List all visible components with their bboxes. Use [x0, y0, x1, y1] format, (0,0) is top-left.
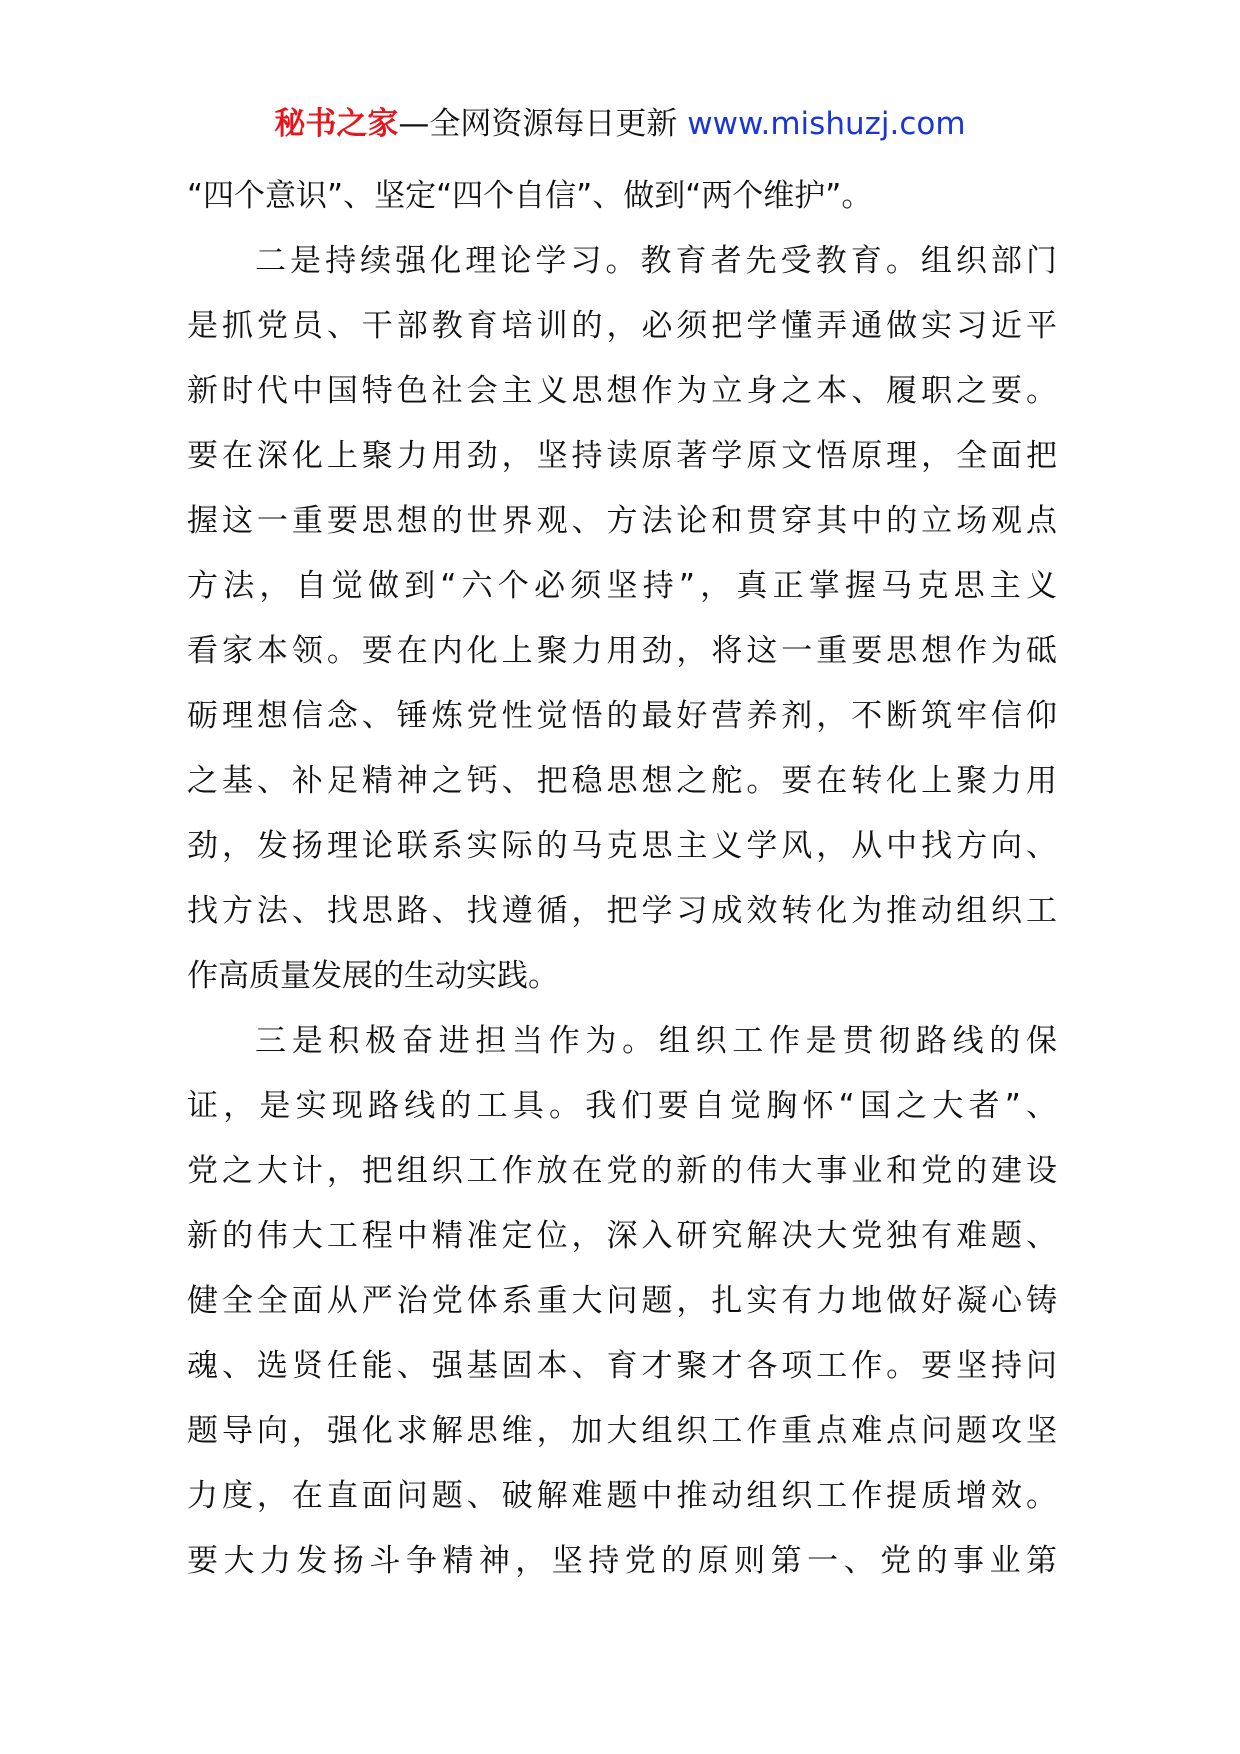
- body-text-line: 找方法、找思路、找遵循，把学习成效转化为推动组织工: [187, 893, 1057, 929]
- body-text-line: “四个意识”、坚定“四个自信”、做到“两个维护”。: [187, 178, 873, 214]
- site-brand: 秘书之家: [274, 106, 399, 142]
- document-body: [187, 164, 1057, 1594]
- body-text-line: 方法，自觉做到“六个必须坚持”，真正掌握马克思主义: [187, 568, 1057, 604]
- body-text-line: 要在深化上聚力用劲，坚持读原著学原文悟原理，全面把: [187, 438, 1057, 474]
- body-text-line: 力度，在直面问题、破解难题中推动组织工作提质增效。: [187, 1478, 1057, 1514]
- body-text-line: 要大力发扬斗争精神，坚持党的原则第一、党的事业第: [187, 1543, 1057, 1579]
- body-text-line: 是抓党员、干部教育培训的，必须把学懂弄通做实习近平: [187, 308, 1057, 344]
- page-header-banner: [0, 102, 1240, 146]
- body-text-line: 党之大计，把组织工作放在党的新的伟大事业和党的建设: [187, 1153, 1057, 1189]
- body-text-line: 看家本领。要在内化上聚力用劲，将这一重要思想作为砥: [187, 633, 1057, 669]
- body-text-line: 新的伟大工程中精准定位，深入研究解决大党独有难题、: [187, 1218, 1057, 1254]
- body-text-line: 健全全面从严治党体系重大问题，扎实有力地做好凝心铸: [187, 1283, 1057, 1319]
- site-url-link[interactable]: www.mishuzj.com: [687, 106, 966, 142]
- body-text-line: 新时代中国特色社会主义思想作为立身之本、履职之要。: [187, 373, 1057, 409]
- body-text-line: 作高质量发展的生动实践。: [187, 958, 559, 994]
- body-text-line: 握这一重要思想的世界观、方法论和贯穿其中的立场观点: [187, 503, 1057, 539]
- body-text-line: 证，是实现路线的工具。我们要自觉胸怀“国之大者”、: [187, 1088, 1057, 1124]
- body-text-line: 三是积极奋进担当作为。组织工作是贯彻路线的保: [255, 1023, 1057, 1059]
- site-tagline: —全网资源每日更新: [398, 106, 688, 142]
- body-text-line: 题导向，强化求解思维，加大组织工作重点难点问题攻坚: [187, 1413, 1057, 1449]
- body-text-line: 之基、补足精神之钙、把稳思想之舵。要在转化上聚力用: [187, 763, 1057, 799]
- body-text-line: 二是持续强化理论学习。教育者先受教育。组织部门: [255, 243, 1057, 279]
- body-text-line: 砺理想信念、锤炼党性觉悟的最好营养剂，不断筑牢信仰: [187, 698, 1057, 734]
- body-text-line: 劲，发扬理论联系实际的马克思主义学风，从中找方向、: [187, 828, 1057, 864]
- body-text-line: 魂、选贤任能、强基固本、育才聚才各项工作。要坚持问: [187, 1348, 1057, 1384]
